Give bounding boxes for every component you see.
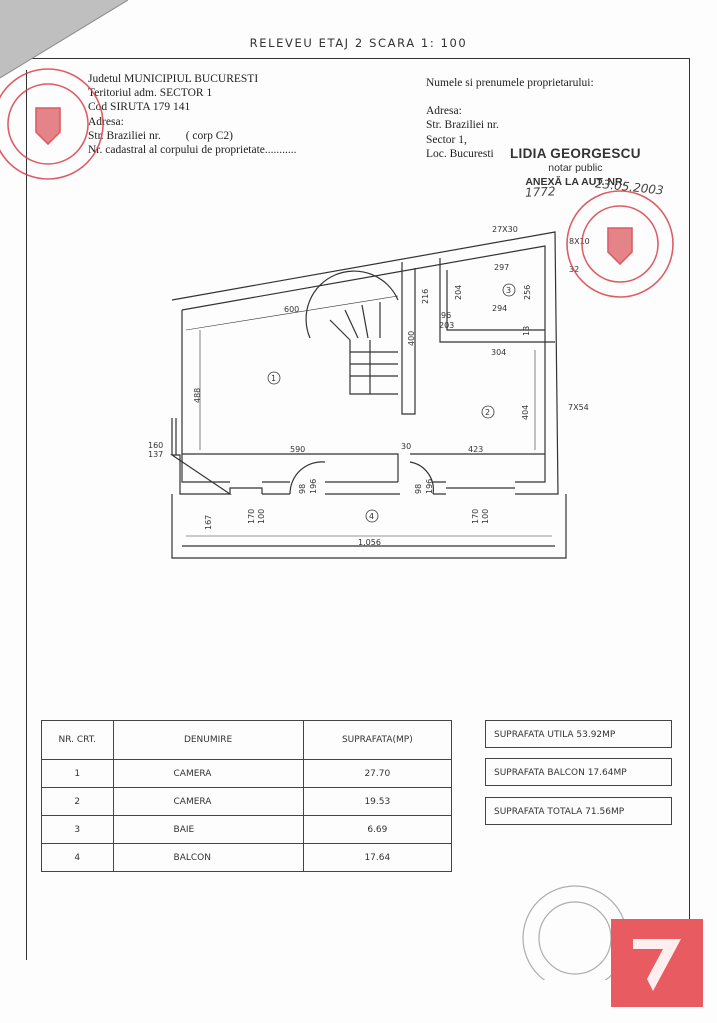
- dim-label-30: 30: [401, 442, 412, 451]
- stair-radial: [330, 302, 380, 340]
- dim-label-27x30: 27X30: [492, 225, 518, 234]
- dim-label-8x10: 8X10: [569, 237, 590, 246]
- dim-label-203: 203: [439, 321, 455, 330]
- dim-label-96: 96: [441, 311, 452, 320]
- dim-label-32: 32: [569, 265, 580, 274]
- dim-label-98-right: 98: [414, 483, 423, 494]
- col-denumire: DENUMIRE: [113, 721, 303, 760]
- col-suprafata: SUPRAFATA(MP): [303, 721, 451, 760]
- dim-label-13: 13: [522, 325, 531, 336]
- page-title: RELEVEU ETAJ 2 SCARA 1: 100: [249, 36, 468, 50]
- dim-label-1056: 1,056: [358, 538, 381, 547]
- dim-label-100-left: 100: [257, 508, 266, 524]
- dim-label-404: 404: [521, 404, 530, 420]
- dim-label-196-right: 196: [425, 478, 434, 494]
- summary-total-area: SUPRAFATA TOTALA 71.56MP: [485, 797, 672, 825]
- dim-label-216: 216: [421, 288, 430, 304]
- owner-address-label: Adresa:: [426, 105, 462, 118]
- dim-label-590: 590: [290, 445, 306, 454]
- dim-label-423: 423: [468, 445, 484, 454]
- notary-role: notar public: [548, 162, 603, 174]
- balcony-outline: [172, 494, 566, 558]
- table-row: 3 BAIE 6.69: [42, 816, 452, 844]
- dim-label-196-left: 196: [309, 478, 318, 494]
- room-label-1: 1: [271, 374, 277, 383]
- windows: [230, 488, 515, 494]
- info-territory: Teritoriul adm. SECTOR 1: [88, 87, 213, 100]
- notary-annex: ANEXĂ LA AUT. NR.: [525, 176, 626, 188]
- red-stamp-right: [563, 186, 678, 306]
- info-county: Judetul MUNICIPIUL BUCURESTI: [88, 73, 259, 85]
- handwritten-number: 1772: [524, 184, 556, 200]
- table-row: 4 BALCON 17.64: [42, 844, 452, 872]
- table-row: 1 CAMERA 27.70: [42, 760, 452, 788]
- dim-label-400: 400: [407, 330, 416, 346]
- owner-street: Str. Braziliei nr.: [426, 119, 499, 132]
- dim-label-488: 488: [193, 387, 202, 403]
- rooms-table: [41, 720, 452, 872]
- handwritten-date: 23.05.2003: [594, 176, 665, 198]
- owner-city: Loc. Bucuresti: [426, 147, 494, 160]
- stair-arc: [306, 271, 398, 338]
- dim-label-294: 294: [492, 304, 508, 313]
- owner-sector: Sector 1,: [426, 133, 467, 146]
- room-label-2: 2: [485, 408, 491, 417]
- dim-label-204: 204: [454, 284, 463, 300]
- interior-wall-4: [182, 454, 545, 482]
- dim-label-297: 297: [494, 263, 510, 272]
- col-nr: NR. CRT.: [42, 721, 114, 760]
- dim-label-100-right: 100: [481, 508, 490, 524]
- dim-label-600: 600: [284, 305, 300, 314]
- notary-name: LIDIA GEORGESCU: [510, 146, 641, 161]
- room-label-4: 4: [369, 512, 375, 521]
- info-address-label: Adresa:: [88, 115, 124, 128]
- left-window: [172, 418, 176, 455]
- table-header-row: [42, 721, 452, 760]
- info-cadastral: Nr. cadastral al corpului de proprietate...........: [88, 144, 297, 157]
- page-corner-fold: [0, 0, 140, 90]
- info-siruta: Cod SIRUTA 179 141: [88, 101, 191, 114]
- info-street: Str. Braziliei nr. ( corp C2): [88, 129, 233, 142]
- dim-label-170-left: 170: [247, 508, 256, 524]
- owner-name-label: Numele si prenumele proprietarului:: [426, 77, 594, 89]
- stair-steps: [350, 340, 398, 394]
- dim-label-137: 137: [148, 450, 164, 459]
- dim-label-98-left: 98: [298, 483, 307, 494]
- dim-label-167: 167: [204, 514, 213, 530]
- room-label-3: 3: [506, 286, 512, 295]
- summary-useful-area: SUPRAFATA UTILA 53.92MP: [485, 720, 672, 748]
- dim-label-7x54: 7X54: [568, 403, 589, 412]
- summary-balcony-area: SUPRAFATA BALCON 17.64MP: [485, 758, 672, 786]
- dim-label-304: 304: [491, 348, 507, 357]
- door-arc-1: [290, 462, 325, 494]
- dim-label-160: 160: [148, 441, 164, 450]
- table-row: 2 CAMERA 19.53: [42, 788, 452, 816]
- watermark-logo: [611, 919, 703, 1007]
- dim-label-170-right: 170: [471, 508, 480, 524]
- dim-label-256: 256: [523, 284, 532, 300]
